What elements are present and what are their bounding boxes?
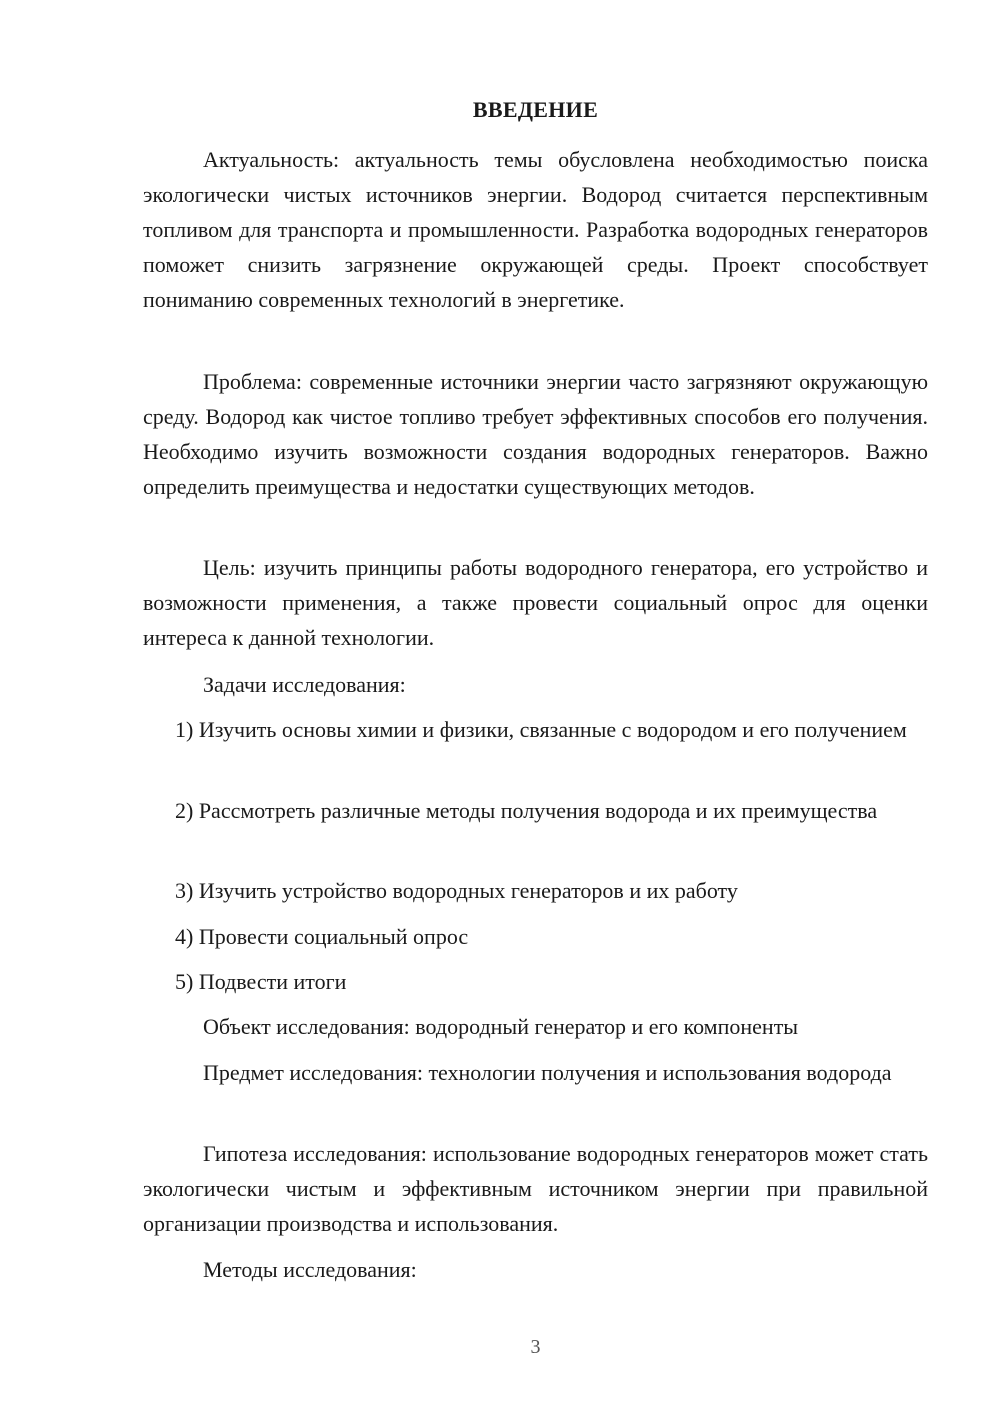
task-item-3: 3) Изучить устройство водородных генераторов и их работу [175, 878, 738, 903]
paragraph-problem: Проблема: современные источники энергии часто загрязняют окружающую среду. Водород как чистое топливо требует эффективных способов его получения. Необходимо изучить возможности создания водородных генераторов. Важно определить преимущества и недостатки существующих методов. [143, 369, 928, 499]
tasks-intro: Задачи исследования: [203, 672, 406, 697]
section-heading: ВВЕДЕНИЕ [472, 97, 599, 122]
task-item-4: 4) Провести социальный опрос [175, 924, 469, 949]
paragraph-methods: Методы исследования: [203, 1257, 417, 1282]
paragraph-goal: Цель: изучить принципы работы водородного генератора, его устройство и возможности применения, а также провести социальный опрос для оценки интереса к данной технологии. [143, 555, 928, 650]
paragraph-hypothesis: Гипотеза исследования: использование водородных генераторов может стать экологически чистым и эффективным источником энергии при правильной организации производства и использования. [143, 1141, 928, 1236]
task-item-1: 1) Изучить основы химии и физики, связанные с водородом и его получением [175, 717, 907, 742]
paragraph-relevance: Актуальность: актуальность темы обусловлена необходимостью поиска экологически чистых источников энергии. Водород считается перспективным топливом для транспорта и промышленности. Разработка водородных генераторов поможет снизить загрязнение окружающей среды. Проект способствует пониманию современных технологий в энергетике. [143, 147, 928, 312]
task-item-2: 2) Рассмотреть различные методы получения водорода и их преимущества [175, 798, 878, 823]
paragraph-object: Объект исследования: водородный генератор и его компоненты [203, 1014, 799, 1039]
paragraph-subject: Предмет исследования: технологии получения и использования водорода [203, 1060, 892, 1085]
task-item-5: 5) Подвести итоги [175, 969, 347, 994]
page-number: 3 [530, 1336, 541, 1358]
